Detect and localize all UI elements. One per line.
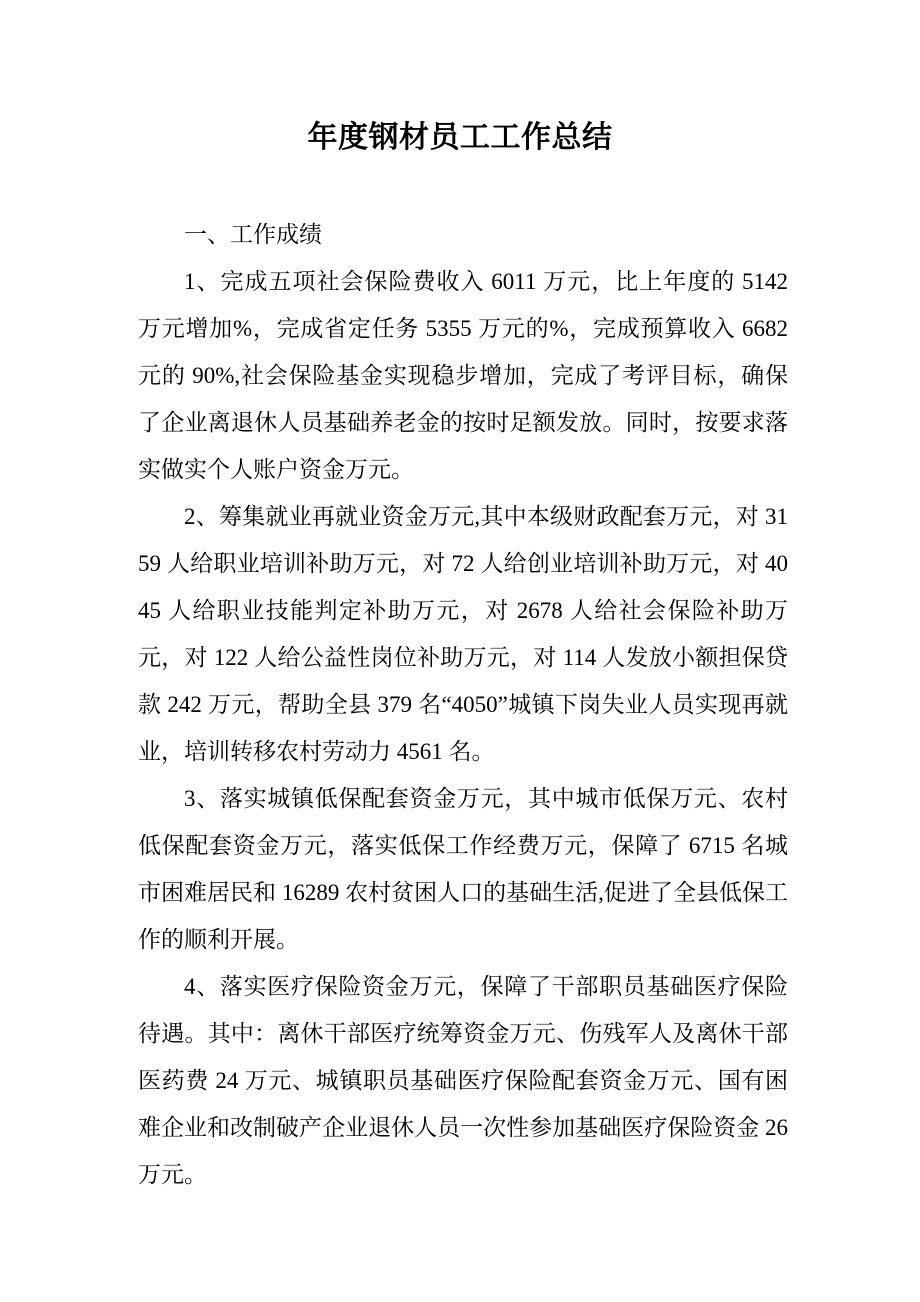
section-heading: 一、工作成绩 [184, 222, 322, 247]
paragraph-work-achievement-1: 1、完成五项社会保险费收入 6011 万元，比上年度的 5142 万元增加%，完成省定任务 5355 万元的%，完成预算收入 6682 元的 90%,社会保险基金实现稳步增加，完成了考评目标，确保了企业离退休人员基础养老金的按时足额发放。同时，按要求落实做实个人账户资金万元。 [138, 269, 788, 482]
paragraph-work-achievement-3: 3、落实城镇低保配套资金万元，其中城市低保万元、农村低保配套资金万元，落实低保工作经费万元，保障了 6715 名城市困难居民和 16289 农村贫困人口的基础生活,促进了全县低保工作的顺利开展。 [138, 786, 788, 952]
document-body [138, 211, 788, 1198]
paragraph-work-achievement-4: 4、落实医疗保险资金万元，保障了干部职员基础医疗保险待遇。其中：离休干部医疗统筹资金万元、伤残军人及离休干部医药费 24 万元、城镇职员基础医疗保险配套资金万元、国有困难企业和改制破产企业退休人员一次性参加基础医疗保险资金 26 万元。 [138, 974, 788, 1187]
document-title: 年度钢材员工工作总结 [307, 121, 613, 154]
paragraph-work-achievement-2: 2、筹集就业再就业资金万元,其中本级财政配套万元，对 3159 人给职业培训补助万元，对 72 人给创业培训补助万元，对 4045 人给职业技能判定补助万元，对 2678 人给社会保险补助万元，对 122 人给公益性岗位补助万元，对 114 人发放小额担保贷款 242 万元，帮助全县 379 名“4050”城镇下岗失业人员实现再就业，培训转移农村劳动力 4561 名。 [138, 504, 788, 764]
